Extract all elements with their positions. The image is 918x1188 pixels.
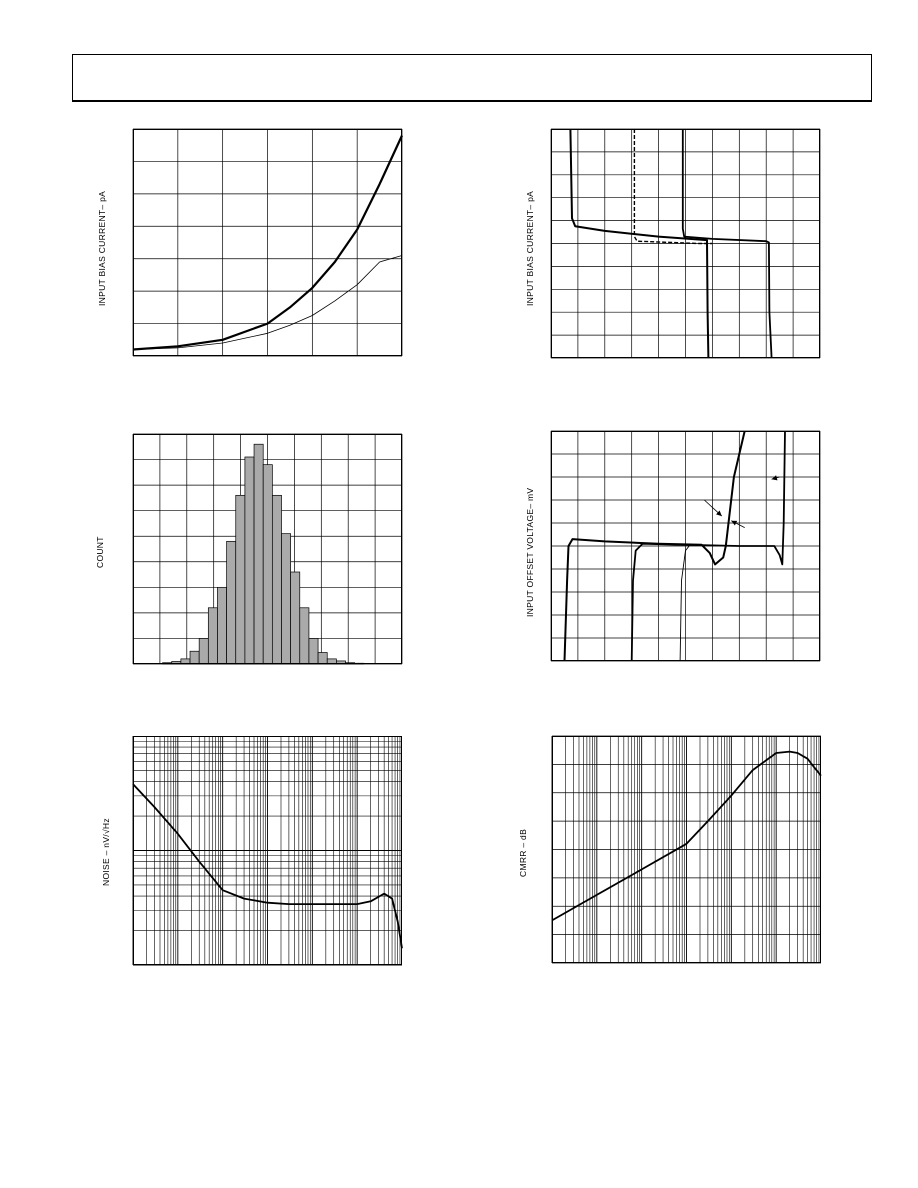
histogram-bar [318,653,327,665]
histogram-bar [309,638,318,664]
page-header-box [72,54,872,102]
series-line-3 [634,129,712,244]
chart-vos-vs-cm [551,431,820,661]
histogram-bar [263,465,272,664]
ylabel-bias-vs-temp: INPUT BIAS CURRENT– pA [97,190,107,306]
ylabel-vos-vs-cm: INPUT OFFSET VOLTAGE– mV [525,487,535,617]
chart-noise-vs-freq [133,736,402,965]
histogram-bar [300,608,309,664]
ylabel-bias-vs-cm: INPUT BIAS CURRENT– pA [525,190,535,306]
histogram-bar [199,638,208,664]
histogram-bar [190,651,199,664]
histogram-bar [272,495,281,664]
histogram-bar [208,608,217,664]
histogram-bar [245,457,254,664]
ylabel-cmrr-vs-freq: CMRR – dB [518,828,528,877]
chart-cmrr-vs-freq [552,736,821,963]
histogram-bar [227,541,236,664]
histogram-bar [236,495,245,664]
ylabel-noise-vs-freq: NOISE – nV/√Hz [101,818,111,886]
histogram-bar [281,534,290,664]
chart-vos-histogram [133,434,402,664]
ylabel-vos-histogram: COUNT [95,536,105,568]
chart-bias-vs-temp [133,129,402,356]
histogram-bar [291,572,300,664]
annotation-arrowhead-3 [772,475,778,480]
chart-bias-vs-cm [551,129,820,358]
histogram-bar [254,444,263,664]
histogram-bar [217,587,226,664]
